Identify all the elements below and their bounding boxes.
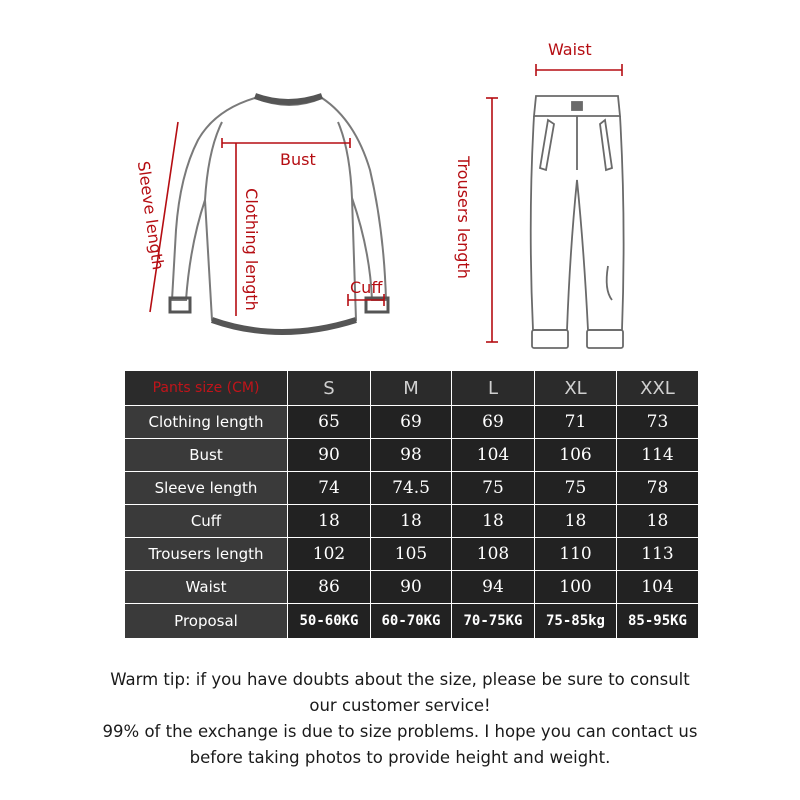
table-row xyxy=(125,406,699,439)
table-row xyxy=(125,439,699,472)
table-cell: 100 xyxy=(535,571,617,604)
table-cell: 102 xyxy=(288,538,371,571)
table-row xyxy=(125,472,699,505)
tip-line: our customer service! xyxy=(309,696,491,715)
table-cell: 75-85kg xyxy=(535,604,617,639)
table-cell: 18 xyxy=(452,505,535,538)
size-header-m: M xyxy=(371,371,452,406)
table-cell: 73 xyxy=(617,406,699,439)
size-header-xxl: XXL xyxy=(617,371,699,406)
table-cell: 104 xyxy=(452,439,535,472)
table-header-row xyxy=(125,371,699,406)
row-label: Proposal xyxy=(125,604,288,639)
clothing-length-label: Clothing length xyxy=(241,188,261,311)
table-cell: 114 xyxy=(617,439,699,472)
table-cell: 60-70KG xyxy=(371,604,452,639)
table-row xyxy=(125,538,699,571)
trousers-length-label: Trousers length xyxy=(453,156,473,279)
sweater-measure-lines xyxy=(150,122,384,316)
tip-line: 99% of the exchange is due to size problems. I hope you can contact us xyxy=(102,722,698,741)
row-label: Clothing length xyxy=(125,406,288,439)
table-header-label: Pants size (CM) xyxy=(125,371,288,406)
table-cell: 18 xyxy=(535,505,617,538)
trousers-illustration xyxy=(531,96,624,348)
sleeve-length-label: Sleeve length xyxy=(133,159,168,272)
table-cell: 70-75KG xyxy=(452,604,535,639)
table-row xyxy=(125,604,699,639)
table-cell: 69 xyxy=(452,406,535,439)
table-cell: 104 xyxy=(617,571,699,604)
table-cell: 106 xyxy=(535,439,617,472)
garment-diagram xyxy=(0,0,800,360)
table-row xyxy=(125,571,699,604)
row-label: Waist xyxy=(125,571,288,604)
table-cell: 18 xyxy=(371,505,452,538)
table-cell: 86 xyxy=(288,571,371,604)
table-cell: 18 xyxy=(617,505,699,538)
trousers-measure-lines xyxy=(486,64,622,342)
table-cell: 90 xyxy=(288,439,371,472)
waist-label: Waist xyxy=(548,40,592,59)
table-cell: 108 xyxy=(452,538,535,571)
size-header-l: L xyxy=(452,371,535,406)
table-cell: 18 xyxy=(288,505,371,538)
tip-line: Warm tip: if you have doubts about the size, please be sure to consult xyxy=(110,670,690,689)
table-cell: 74.5 xyxy=(371,472,452,505)
table-cell: 75 xyxy=(535,472,617,505)
table-cell: 75 xyxy=(452,472,535,505)
table-cell: 105 xyxy=(371,538,452,571)
size-chart-table xyxy=(124,370,699,639)
bust-label: Bust xyxy=(280,150,316,169)
table-cell: 65 xyxy=(288,406,371,439)
size-header-s: S xyxy=(288,371,371,406)
table-row xyxy=(125,505,699,538)
table-cell: 69 xyxy=(371,406,452,439)
tip-line: before taking photos to provide height and weight. xyxy=(189,748,611,767)
table-cell: 94 xyxy=(452,571,535,604)
table-cell: 98 xyxy=(371,439,452,472)
table-cell: 78 xyxy=(617,472,699,505)
table-cell: 50-60KG xyxy=(288,604,371,639)
cuff-label: Cuff xyxy=(350,278,383,297)
table-cell: 113 xyxy=(617,538,699,571)
table-cell: 90 xyxy=(371,571,452,604)
table-cell: 110 xyxy=(535,538,617,571)
row-label: Sleeve length xyxy=(125,472,288,505)
table-cell: 74 xyxy=(288,472,371,505)
size-header-xl: XL xyxy=(535,371,617,406)
row-label: Trousers length xyxy=(125,538,288,571)
row-label: Bust xyxy=(125,439,288,472)
warm-tip-note xyxy=(60,667,740,771)
table-cell: 85-95KG xyxy=(617,604,699,639)
table-cell: 71 xyxy=(535,406,617,439)
row-label: Cuff xyxy=(125,505,288,538)
